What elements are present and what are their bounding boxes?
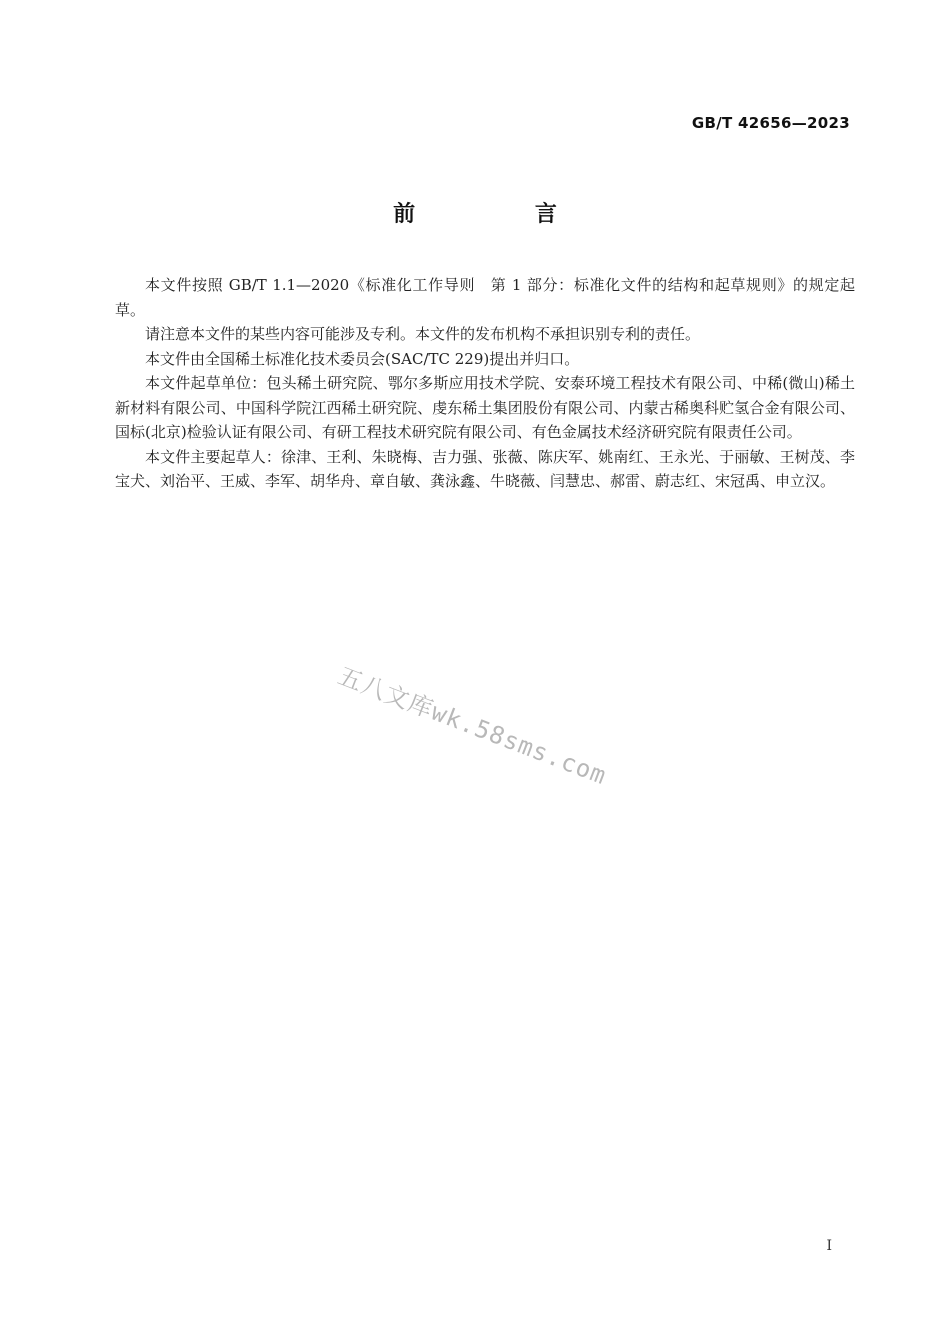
paragraph-patent-notice: 请注意本文件的某些内容可能涉及专利。本文件的发布机构不承担识别专利的责任。 — [145, 325, 701, 343]
standard-number: GB/T 42656—2023 — [691, 114, 850, 132]
page-title: 前 言 — [393, 202, 613, 227]
paragraph-drafting-rules: 本文件按照 GB/T 1.1—2020《标准化工作导则 第 1 部分：标准化文件的结构和起草规则》的规定起草。 — [115, 276, 855, 319]
paragraph-committee: 本文件由全国稀土标准化技术委员会(SAC/TC 229)提出并归口。 — [145, 349, 580, 368]
page-number: I — [826, 1238, 832, 1254]
paragraph-drafters: 本文件主要起草人：徐津、王利、朱晓梅、吉力强、张薇、陈庆军、姚南红、王永光、于丽敏、王树茂、李宝犬、刘治平、王威、李军、胡华舟、章自敏、龚泳鑫、牛晓薇、闫慧忠、郝雷、蔚志红、宋冠禹、申立汉。 — [115, 447, 855, 490]
foreword-body — [115, 273, 855, 494]
watermark: 五八文库wk.58sms.com — [334, 661, 611, 791]
paragraph-drafting-units: 本文件起草单位：包头稀土研究院、鄂尔多斯应用技术学院、安泰环境工程技术有限公司、中稀(微山)稀土新材料有限公司、中国科学院江西稀土研究院、虔东稀土集团股份有限公司、内蒙古稀奥科贮氢合金有限公司、国标(北京)检验认证有限公司、有研工程技术研究院有限公司、有色金属技术经济研究院有限责任公司。 — [115, 374, 855, 441]
